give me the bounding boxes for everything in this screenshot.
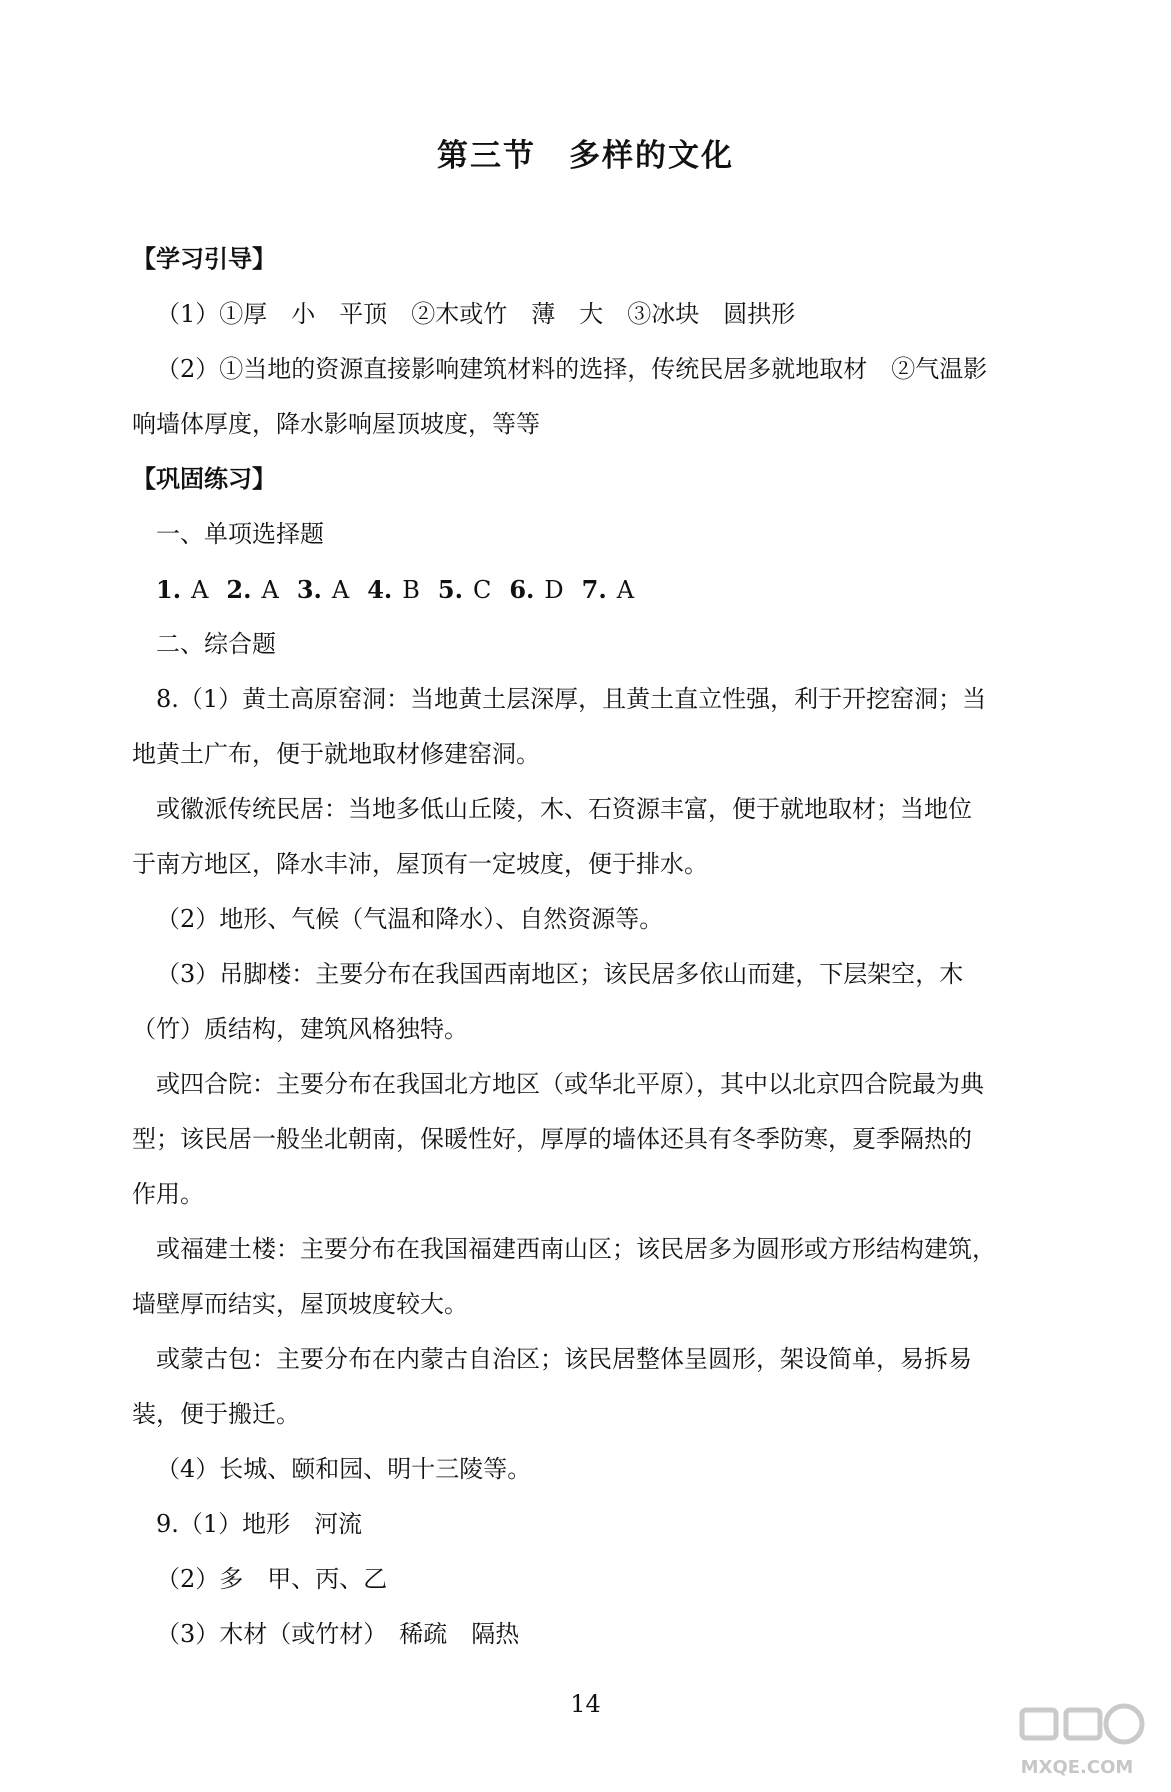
question-number: 7.: [581, 575, 607, 604]
question-number: 4.: [367, 575, 393, 604]
text-line: 型；该民居一般坐北朝南，保暖性好，厚厚的墙体还具有冬季防寒，夏季隔热的: [132, 1125, 972, 1153]
text-line: 于南方地区，降水丰沛，屋顶有一定坡度，便于排水。: [132, 850, 708, 878]
text-line: （2）①当地的资源直接影响建筑材料的选择，传统民居多就地取材 ②气温影: [156, 355, 988, 383]
page-number: 14: [570, 1690, 601, 1718]
choice-answer: B: [402, 576, 420, 604]
text-line: 一、单项选择题: [156, 520, 324, 548]
text-line: 响墙体厚度，降水影响屋顶坡度，等等: [132, 410, 540, 438]
question-number: 1.: [156, 575, 182, 604]
choice-answer: A: [331, 576, 350, 604]
question-number: 2.: [226, 575, 252, 604]
choice-answer: D: [544, 576, 564, 604]
text-line: 作用。: [132, 1180, 204, 1208]
choice-answer: C: [472, 576, 492, 604]
text-line: 装，便于搬迁。: [132, 1400, 300, 1428]
section-heading: 【学习引导】: [132, 245, 276, 273]
section-title: 第三节 多样的文化: [437, 138, 734, 174]
text-line: （竹）质结构，建筑风格独特。: [132, 1015, 468, 1043]
question-number: 6.: [509, 575, 535, 604]
text-line: 墙壁厚而结实，屋顶坡度较大。: [132, 1290, 468, 1318]
text-line: （4）长城、颐和园、明十三陵等。: [156, 1455, 532, 1483]
text-line: （2）多 甲、丙、乙: [156, 1565, 388, 1593]
watermark-icon: [1002, 1700, 1152, 1760]
text-line: （3）吊脚楼：主要分布在我国西南地区；该民居多依山而建，下层架空，木: [156, 960, 964, 988]
question-number: 3.: [296, 575, 322, 604]
answer-content: [132, 232, 1092, 1662]
watermark-text: MXQE.COM: [1020, 1757, 1134, 1778]
choice-answer: A: [261, 576, 279, 604]
watermark-logo: [1002, 1700, 1152, 1782]
choice-answer: A: [616, 576, 635, 604]
text-line: 二、综合题: [156, 630, 276, 658]
text-line: 地黄土广布，便于就地取材修建窑洞。: [132, 740, 540, 768]
choice-answer: A: [191, 576, 209, 604]
section-heading: 【巩固练习】: [132, 465, 276, 493]
text-line: （3）木材（或竹材） 稀疏 隔热: [156, 1620, 520, 1648]
question-number: 5.: [437, 575, 463, 604]
text-line: 或蒙古包：主要分布在内蒙古自治区；该民居整体呈圆形，架设简单，易拆易: [156, 1345, 972, 1373]
choice-answers-line: [132, 562, 1092, 617]
text-line: （2）地形、气候（气温和降水）、自然资源等。: [156, 905, 664, 933]
text-line: 9.（1）地形 河流: [156, 1510, 363, 1538]
text-line: （1）①厚 小 平顶 ②木或竹 薄 大 ③冰块 圆拱形: [156, 300, 796, 328]
text-line: 8.（1）黄土高原窑洞：当地黄土层深厚，且黄土直立性强，利于开挖窑洞；当: [156, 685, 987, 713]
text-line: 或徽派传统民居：当地多低山丘陵，木、石资源丰富，便于就地取材；当地位: [156, 795, 972, 823]
text-line: 或四合院：主要分布在我国北方地区（或华北平原），其中以北京四合院最为典: [156, 1070, 984, 1098]
text-line: 或福建土楼：主要分布在我国福建西南山区；该民居多为圆形或方形结构建筑，: [156, 1235, 996, 1263]
